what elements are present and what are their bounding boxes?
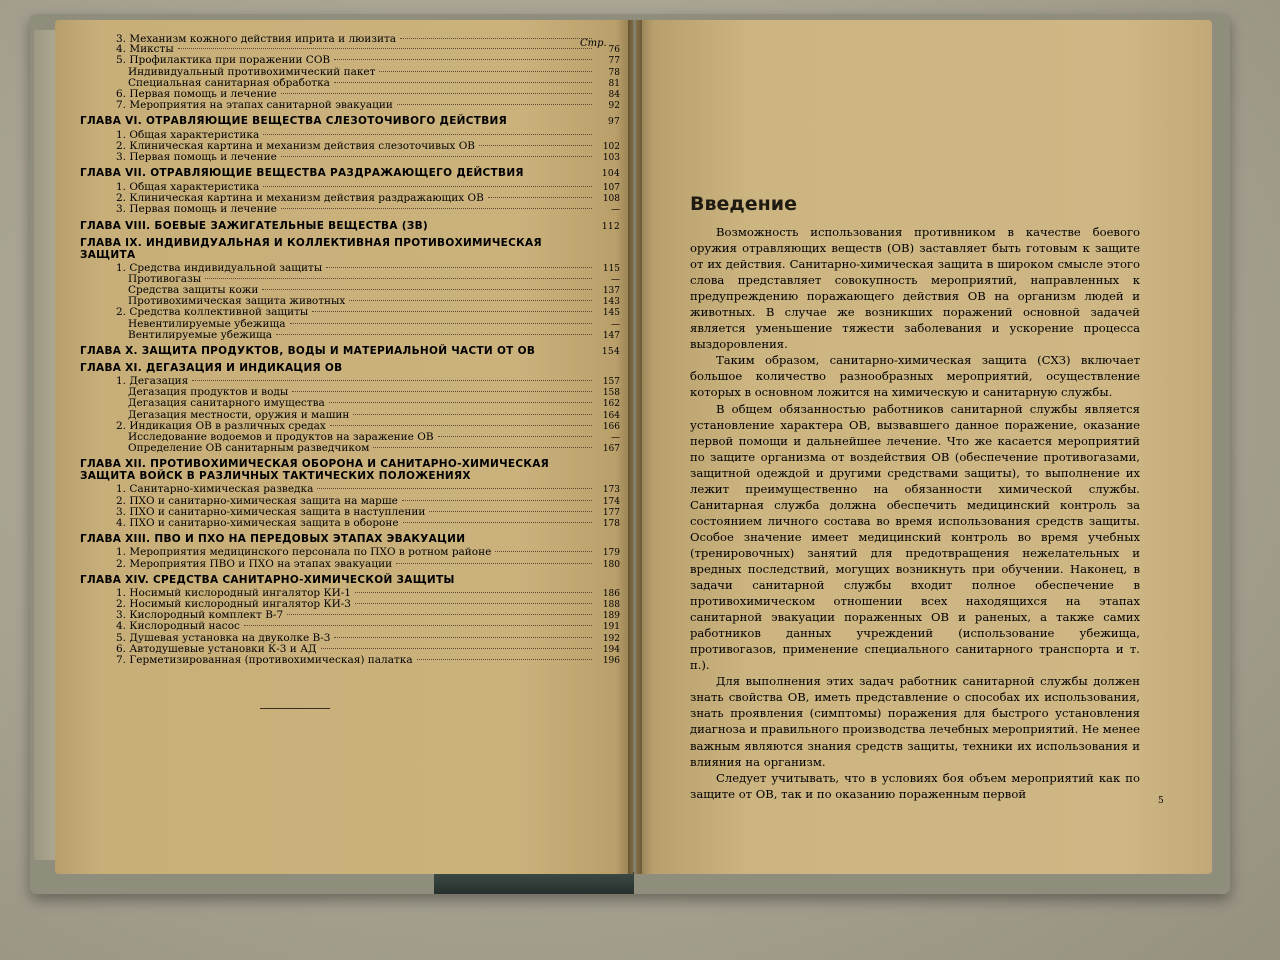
toc-page-number: 196 bbox=[602, 655, 620, 666]
toc-leader-dots bbox=[397, 104, 592, 105]
toc-entry bbox=[80, 547, 620, 558]
toc-entry-title: Определение ОВ санитарным разведчиком bbox=[128, 443, 370, 455]
toc-page-number: 164 bbox=[602, 410, 620, 421]
toc-entry-title: Вентилируемые убежища bbox=[128, 329, 272, 341]
toc-entry-title: 1. Дегазация bbox=[116, 376, 189, 388]
toc-entry bbox=[80, 274, 620, 285]
toc-leader-dots bbox=[438, 436, 592, 437]
toc-chapter bbox=[80, 362, 620, 374]
toc-page-number: 166 bbox=[602, 421, 620, 432]
toc-page-number: 84 bbox=[608, 90, 620, 101]
table-of-contents bbox=[80, 34, 620, 709]
paragraph: Возможность использования противником в качестве боевого оружия отравляющих веществ (ОВ) заставляет быть готовым к защите от их действия. Санитарно-химическая защита в широком смысле этого слова представляет совокупность мероприятий, направленных к предупреждению поражающего действия ОВ на организм людей и животных. В случае же возникших поражений основной задачей является уменьшение тяжести заболевания и ускорение процесса выздоровления. bbox=[690, 225, 1140, 352]
toc-leader-dots bbox=[355, 592, 592, 593]
toc-entry bbox=[80, 633, 620, 644]
toc-page-number: 162 bbox=[602, 399, 620, 410]
toc-page-number: 158 bbox=[602, 388, 620, 399]
toc-entry bbox=[80, 263, 620, 274]
toc-entry-title: 4. Кислородный насос bbox=[116, 621, 240, 633]
toc-entry bbox=[80, 655, 620, 666]
toc-leader-dots bbox=[276, 334, 592, 335]
toc-entry bbox=[80, 204, 620, 215]
toc-entry-title: Дегазация местности, оружия и машин bbox=[128, 409, 350, 421]
toc-chapter-title: ГЛАВА X. ЗАЩИТА ПРОДУКТОВ, ВОДЫ И МАТЕРИАЛЬНОЙ ЧАСТИ ОТ ОВ bbox=[80, 345, 536, 358]
toc-page-number: 177 bbox=[602, 507, 620, 518]
toc-entry bbox=[80, 89, 620, 100]
page-number: 5 bbox=[1158, 796, 1164, 806]
toc-page-number: 191 bbox=[602, 622, 620, 633]
toc-leader-dots bbox=[290, 323, 592, 324]
toc-entry-title: 1. Носимый кислородный ингалятор КИ-1 bbox=[116, 587, 351, 599]
toc-page-number: 77 bbox=[608, 56, 620, 67]
toc-entry bbox=[80, 296, 620, 307]
toc-entry bbox=[80, 599, 620, 610]
toc-end-rule bbox=[260, 708, 330, 709]
toc-entry-title: 2. ПХО и санитарно-химическая защита на марше bbox=[116, 495, 398, 507]
toc-entry-title: 4. Миксты bbox=[116, 44, 174, 56]
toc-chapter-title: ГЛАВА IX. ИНДИВИДУАЛЬНАЯ И КОЛЛЕКТИВНАЯ ПРОТИВОХИМИЧЕСКАЯ ЗАЩИТА bbox=[80, 236, 542, 261]
toc-leader-dots bbox=[396, 563, 592, 564]
toc-leader-dots bbox=[262, 289, 592, 290]
toc-leader-dots bbox=[330, 425, 592, 426]
toc-leader-dots bbox=[402, 500, 592, 501]
toc-entry-title: 1. Общая характеристика bbox=[116, 182, 260, 194]
toc-leader-dots bbox=[317, 488, 592, 489]
page-gutter bbox=[628, 20, 642, 874]
toc-page-number: 81 bbox=[608, 78, 620, 89]
toc-entry bbox=[80, 398, 620, 409]
toc-chapter-title: ГЛАВА XIV. СРЕДСТВА САНИТАРНО-ХИМИЧЕСКОЙ ЗАЩИТЫ bbox=[80, 573, 455, 586]
toc-entry bbox=[80, 330, 620, 341]
toc-entry-title: 2. Клиническая картина и механизм действия слезоточивых ОВ bbox=[116, 140, 476, 152]
toc-chapter bbox=[80, 458, 620, 482]
toc-leader-dots bbox=[205, 278, 592, 279]
toc-leader-dots bbox=[355, 603, 592, 604]
toc-leader-dots bbox=[281, 156, 592, 157]
page-title: Введение bbox=[690, 193, 797, 215]
toc-entry bbox=[80, 421, 620, 432]
toc-leader-dots bbox=[329, 402, 592, 403]
toc-page-number: 115 bbox=[602, 263, 620, 274]
paragraph: Для выполнения этих задач работник санитарной службы должен знать свойства ОВ, иметь представление о способах их использования, знать проявления (симптомы) поражения для быстрого установления диагноза и правильного производства лечебных мероприятий. Не менее важным являются знания средств защиты, техники их использования и влияния на организм. bbox=[690, 674, 1140, 769]
toc-page-number: — bbox=[611, 205, 620, 216]
toc-entry bbox=[80, 44, 620, 55]
toc-leader-dots bbox=[281, 93, 592, 94]
toc-leader-dots bbox=[263, 134, 592, 135]
toc-entry bbox=[80, 410, 620, 421]
toc-entry-title: 2. Носимый кислородный ингалятор КИ-3 bbox=[116, 598, 351, 610]
toc-leader-dots bbox=[373, 447, 592, 448]
toc-entry bbox=[80, 387, 620, 398]
toc-page-number: 192 bbox=[602, 633, 620, 644]
toc-entry bbox=[80, 307, 620, 318]
toc-page-number: 173 bbox=[602, 485, 620, 496]
toc-entry bbox=[80, 621, 620, 632]
toc-entry bbox=[80, 67, 620, 78]
toc-page-number: 107 bbox=[602, 183, 620, 194]
toc-leader-dots bbox=[334, 637, 592, 638]
toc-page-number: — bbox=[611, 319, 620, 330]
toc-entry bbox=[80, 496, 620, 507]
toc-entry-title: 6. Автодушевые установки К-3 и АД bbox=[116, 643, 317, 655]
toc-entry bbox=[80, 507, 620, 518]
toc-entry-title: 7. Мероприятия на этапах санитарной эвакуации bbox=[116, 100, 393, 112]
toc-leader-dots bbox=[287, 614, 592, 615]
toc-leader-dots bbox=[244, 625, 592, 626]
toc-entry-title: Дегазация продуктов и воды bbox=[128, 387, 289, 399]
toc-entry-title: 1. Общая характеристика bbox=[116, 130, 260, 141]
toc-leader-dots bbox=[479, 145, 592, 146]
toc-entry-title: 1. Мероприятия медицинского персонала по ПХО в ротном районе bbox=[116, 547, 492, 559]
toc-entry-title: 7. Герметизированная (противохимическая) палатка bbox=[116, 654, 413, 666]
paragraph: Следует учитывать, что в условиях боя объем мероприятий как по защите от ОВ, так и по оказанию пораженным первой bbox=[690, 770, 1140, 801]
toc-leader-dots bbox=[263, 186, 592, 187]
toc-page-number: 167 bbox=[602, 444, 620, 455]
toc-chapter-title: ГЛАВА VII. ОТРАВЛЯЮЩИЕ ВЕЩЕСТВА РАЗДРАЖАЮЩЕГО ДЕЙСТВИЯ bbox=[80, 167, 524, 180]
toc-entry bbox=[80, 644, 620, 655]
toc-entry bbox=[80, 141, 620, 152]
toc-leader-dots bbox=[379, 71, 592, 72]
toc-entry-title: Противохимическая защита животных bbox=[128, 296, 346, 308]
book-spine bbox=[434, 872, 634, 894]
toc-leader-dots bbox=[281, 208, 592, 209]
toc-chapter-title: ГЛАВА XII. ПРОТИВОХИМИЧЕСКАЯ ОБОРОНА И САНИТАРНО-ХИМИЧЕСКАЯ ЗАЩИТА ВОЙСК В РАЗЛИЧНЫХ ТАКТИЧЕСКИХ ПОЛОЖЕНИЯХ bbox=[80, 458, 550, 483]
toc-entry-title: Специальная санитарная обработка bbox=[128, 77, 330, 89]
toc-leader-dots bbox=[321, 648, 592, 649]
toc-entry bbox=[80, 193, 620, 204]
toc-entry bbox=[80, 130, 620, 140]
toc-chapter bbox=[80, 237, 620, 261]
toc-entry-title: 3. Первая помощь и лечение bbox=[116, 151, 277, 163]
toc-entry bbox=[80, 78, 620, 89]
toc-entry-title: Средства защиты кожи bbox=[128, 285, 259, 297]
toc-entry-title: 2. Клиническая картина и механизм действия раздражающих ОВ bbox=[116, 193, 484, 205]
toc-leader-dots bbox=[429, 511, 592, 512]
toc-entry-title: Дегазация санитарного имущества bbox=[128, 398, 325, 410]
toc-chapter-title: ГЛАВА VI. ОТРАВЛЯЮЩИЕ ВЕЩЕСТВА СЛЕЗОТОЧИВОГО ДЕЙСТВИЯ bbox=[80, 115, 508, 128]
paragraph: В общем обязанностью работников санитарной службы является установление характера ОВ, вызвавшего данное поражение, оказание первой помощи и дальнейшее лечение. Что же касается мероприятий по защите организма от воздействия ОВ (обеспечение противогазами, защитной одеждой и другими средствами защиты), то выполнение их лежит преимущественно на обязанности химической службы. Санитарная служба должна обеспечить медицинский контроль за состоянием личного состава во время использования средств защиты. Особое значение имеет медицинский контроль во время учебных (тренировочных) занятий для предотвращения нежелательных и вредных последствий, могущих возникнуть при обучении. Наконец, в задачи санитарной службы входит полное обеспечение в противохимическом отношении всех находящихся на этапах санитарной эвакуации пораженных ОВ и раненых, а также самих работников данных учреждений (использование убежища, противогазов, применение специального санитарного транспорта и т. п.). bbox=[690, 401, 1140, 673]
toc-chapter-title: ГЛАВА XIII. ПВО И ПХО НА ПЕРЕДОВЫХ ЭТАПАХ ЭВАКУАЦИИ bbox=[80, 533, 466, 546]
toc-entry bbox=[80, 610, 620, 621]
toc-entry-title: 2. Индикация ОВ в различных средах bbox=[116, 420, 326, 432]
toc-entry bbox=[80, 432, 620, 443]
toc-entry bbox=[80, 443, 620, 454]
toc-entry bbox=[80, 152, 620, 163]
toc-entry-title: 1. Санитарно-химическая разведка bbox=[116, 484, 314, 496]
toc-page-number: 174 bbox=[602, 496, 620, 507]
toc-entry-title: 3. Кислородный комплект В-7 bbox=[116, 610, 284, 622]
toc-entry-title: 6. Первая помощь и лечение bbox=[116, 89, 277, 101]
toc-leader-dots bbox=[403, 522, 592, 523]
toc-page-number: 104 bbox=[601, 169, 620, 180]
toc-entry bbox=[80, 34, 620, 44]
toc-entry-title: 3. Первая помощь и лечение bbox=[116, 204, 277, 216]
toc-page-number: 102 bbox=[602, 141, 620, 152]
toc-page-number: 188 bbox=[602, 599, 620, 610]
toc-page-number: 179 bbox=[602, 548, 620, 559]
toc-page-number: 112 bbox=[601, 221, 620, 232]
toc-page-number: 186 bbox=[602, 588, 620, 599]
toc-leader-dots bbox=[334, 82, 592, 83]
toc-chapter-title: ГЛАВА VIII. БОЕВЫЕ ЗАЖИГАТЕЛЬНЫЕ ВЕЩЕСТВА (ЗВ) bbox=[80, 219, 429, 232]
toc-entry bbox=[80, 285, 620, 296]
toc-chapter bbox=[80, 574, 620, 586]
toc-leader-dots bbox=[353, 414, 592, 415]
toc-entry bbox=[80, 588, 620, 599]
toc-chapter bbox=[80, 533, 620, 545]
toc-entry bbox=[80, 484, 620, 495]
toc-entry-title: Исследование водоемов и продуктов на заражение ОВ bbox=[128, 432, 434, 444]
toc-leader-dots bbox=[292, 391, 592, 392]
toc-entry-title: Индивидуальный противохимический пакет bbox=[128, 66, 376, 78]
toc-leader-dots bbox=[495, 551, 592, 552]
toc-entry-title: 4. ПХО и санитарно-химическая защита в обороне bbox=[116, 518, 399, 530]
toc-page-number: 178 bbox=[602, 519, 620, 530]
toc-entry bbox=[80, 559, 620, 570]
toc-leader-dots bbox=[334, 59, 592, 60]
toc-page-number: 143 bbox=[602, 297, 620, 308]
toc-chapter-title: ГЛАВА XI. ДЕГАЗАЦИЯ И ИНДИКАЦИЯ ОВ bbox=[80, 362, 343, 375]
toc-page-number: — bbox=[611, 274, 620, 285]
toc-page-number: 78 bbox=[608, 67, 620, 78]
toc-chapter bbox=[80, 345, 620, 358]
toc-leader-dots bbox=[417, 659, 592, 660]
toc-leader-dots bbox=[488, 197, 592, 198]
toc-entry-title: 3. ПХО и санитарно-химическая защита в наступлении bbox=[116, 506, 426, 518]
toc-page-number: — bbox=[611, 433, 620, 444]
toc-page-number: 92 bbox=[608, 101, 620, 112]
toc-entry-title: 1. Средства индивидуальной защиты bbox=[116, 262, 323, 274]
toc-page-number: 76 bbox=[608, 45, 620, 56]
introduction-text bbox=[690, 224, 1140, 802]
toc-entry bbox=[80, 182, 620, 193]
toc-page-number: 154 bbox=[601, 347, 620, 358]
toc-chapter bbox=[80, 115, 620, 128]
toc-chapter bbox=[80, 167, 620, 180]
toc-leader-dots bbox=[192, 380, 592, 381]
toc-page-number: 189 bbox=[602, 611, 620, 622]
toc-page-number: 194 bbox=[602, 644, 620, 655]
toc-leader-dots bbox=[400, 38, 592, 39]
toc-entry-title: Невентилируемые убежища bbox=[128, 318, 286, 330]
toc-page-number: 147 bbox=[602, 330, 620, 341]
toc-entry-title: 2. Мероприятия ПВО и ПХО на этапах эвакуации bbox=[116, 558, 393, 570]
toc-leader-dots bbox=[326, 267, 592, 268]
toc-page-number: 137 bbox=[602, 286, 620, 297]
page-column-label: Стр. bbox=[580, 38, 607, 49]
toc-leader-dots bbox=[349, 300, 592, 301]
toc-leader-dots bbox=[178, 48, 592, 49]
toc-entry bbox=[80, 55, 620, 66]
toc-page-number: 97 bbox=[607, 117, 620, 128]
toc-page-number: 103 bbox=[602, 152, 620, 163]
toc-leader-dots bbox=[312, 311, 592, 312]
toc-entry-title: 5. Профилактика при поражении СОВ bbox=[116, 55, 331, 67]
toc-entry-title: 5. Душевая установка на двуколке В-3 bbox=[116, 632, 331, 644]
toc-page-number: 180 bbox=[602, 559, 620, 570]
toc-entry-title: 2. Средства коллективной защиты bbox=[116, 307, 309, 319]
toc-entry bbox=[80, 319, 620, 330]
toc-entry bbox=[80, 376, 620, 387]
paragraph: Таким образом, санитарно-химическая защита (СХЗ) включает большое количество разнообразных мероприятий, осуществление которых в основном ложится на химическую и санитарную службы. bbox=[690, 353, 1140, 400]
toc-page-number: 157 bbox=[602, 377, 620, 388]
toc-entry-title: 3. Механизм кожного действия иприта и люизита bbox=[116, 34, 397, 45]
toc-entry-title: Противогазы bbox=[128, 273, 202, 285]
toc-entry bbox=[80, 518, 620, 529]
toc-page-number: 145 bbox=[602, 308, 620, 319]
toc-chapter bbox=[80, 220, 620, 233]
toc-page-number: 108 bbox=[602, 194, 620, 205]
toc-entry bbox=[80, 100, 620, 111]
